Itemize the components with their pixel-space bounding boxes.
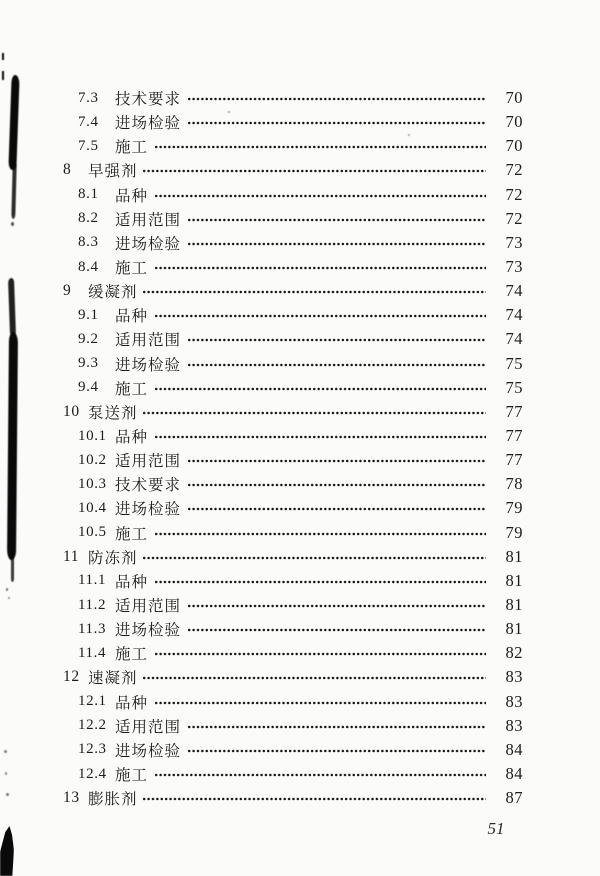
folio-page-number: 51 xyxy=(487,819,505,838)
toc-entry-number: 10 xyxy=(63,402,80,420)
scan-ink-artifact xyxy=(2,53,4,60)
toc-entry-number: 9 xyxy=(63,282,72,300)
toc-entry-page: 74 xyxy=(505,281,523,301)
toc-entry xyxy=(63,786,523,810)
toc-entry-number: 9.1 xyxy=(78,306,99,323)
toc-entry-page: 84 xyxy=(505,764,523,783)
scan-ink-artifact xyxy=(228,111,230,113)
toc-entry-title: 品种 xyxy=(115,308,149,326)
toc-entry-page: 79 xyxy=(505,522,523,542)
toc-entry-number: 10.5 xyxy=(78,524,107,541)
scan-ink-artifact xyxy=(7,332,18,560)
toc-entry xyxy=(63,352,523,376)
toc-entry-page: 72 xyxy=(505,160,523,180)
scan-ink-artifact xyxy=(11,163,16,219)
toc-entry-title: 进场检验 xyxy=(115,115,182,133)
toc-entry-number: 10.2 xyxy=(78,451,107,468)
toc-entry-number: 8.3 xyxy=(78,234,99,251)
dot-leader xyxy=(142,665,486,689)
toc-entry xyxy=(63,738,523,762)
toc-entry-page: 82 xyxy=(505,643,523,663)
toc-entry-number: 7.3 xyxy=(78,89,99,106)
toc-entry-title: 早强剂 xyxy=(88,163,138,181)
dot-leader xyxy=(187,327,486,351)
toc-entry-page: 77 xyxy=(505,426,523,446)
toc-entry-title: 施工 xyxy=(115,260,149,278)
toc-entry-page: 83 xyxy=(505,691,523,711)
toc-entry xyxy=(63,327,523,351)
toc-entry-title: 技术要求 xyxy=(115,91,182,109)
dot-leader xyxy=(187,352,486,376)
scan-ink-artifact xyxy=(5,772,7,775)
dot-leader xyxy=(154,255,486,279)
toc-list xyxy=(63,86,523,810)
dot-leader xyxy=(154,641,486,665)
toc-entry-page: 84 xyxy=(505,739,523,759)
toc-entry-page: 72 xyxy=(505,184,523,204)
toc-entry-number: 12.1 xyxy=(78,693,107,710)
toc-entry-number: 8 xyxy=(63,161,72,179)
toc-entry-title: 施工 xyxy=(115,525,149,543)
toc-entry xyxy=(63,641,523,665)
toc-entry xyxy=(63,255,523,279)
toc-entry-title: 适用范围 xyxy=(115,453,182,471)
scan-ink-artifact xyxy=(8,278,16,336)
dot-leader xyxy=(187,593,486,617)
toc-entry xyxy=(63,472,523,496)
toc-entry-number: 11.2 xyxy=(78,596,107,613)
toc-entry-title: 适用范围 xyxy=(115,332,182,350)
dot-leader xyxy=(142,400,486,424)
toc-entry-page: 81 xyxy=(505,546,523,566)
toc-entry-page: 83 xyxy=(505,715,523,735)
toc-entry xyxy=(63,183,523,207)
toc-entry-title: 膨胀剂 xyxy=(88,791,138,809)
toc-entry-title: 防冻剂 xyxy=(88,549,138,567)
toc-entry-title: 施工 xyxy=(115,380,149,398)
toc-entry-number: 13 xyxy=(63,789,80,807)
toc-entry-number: 12.3 xyxy=(78,741,107,758)
dot-leader xyxy=(154,134,486,158)
scan-ink-artifact xyxy=(2,71,4,80)
toc-entry-title: 进场检验 xyxy=(115,356,182,374)
toc-entry-number: 10.4 xyxy=(78,499,107,516)
toc-entry-number: 8.4 xyxy=(78,258,99,275)
dot-leader xyxy=(187,714,486,738)
toc-entry-title: 技术要求 xyxy=(115,477,182,495)
scan-ink-artifact xyxy=(408,134,410,136)
toc-entry-page: 73 xyxy=(505,257,523,277)
toc-entry-number: 11.4 xyxy=(78,644,107,661)
toc-entry-page: 74 xyxy=(505,305,523,325)
toc-entry-number: 11.1 xyxy=(78,572,107,589)
toc-entry-title: 缓凝剂 xyxy=(88,284,138,302)
toc-entry xyxy=(63,110,523,134)
toc-entry xyxy=(63,762,523,786)
toc-entry-title: 适用范围 xyxy=(115,718,182,736)
toc-entry-title: 施工 xyxy=(115,139,149,157)
dot-leader xyxy=(154,424,486,448)
dot-leader xyxy=(154,569,486,593)
dot-leader xyxy=(154,183,486,207)
toc-entry-page: 75 xyxy=(505,353,523,373)
toc-entry-number: 8.2 xyxy=(78,210,99,227)
scan-ink-artifact xyxy=(4,750,7,753)
toc-entry-title: 进场检验 xyxy=(115,742,182,760)
toc-entry xyxy=(63,279,523,303)
dot-leader xyxy=(142,279,486,303)
toc-entry-page: 77 xyxy=(505,450,523,470)
toc-entry-title: 品种 xyxy=(115,694,149,712)
toc-entry-number: 7.4 xyxy=(78,113,99,130)
dot-leader xyxy=(187,448,486,472)
toc-entry xyxy=(63,521,523,545)
toc-entry-page: 78 xyxy=(505,474,523,494)
toc-entry-title: 施工 xyxy=(115,646,149,664)
dot-leader xyxy=(187,86,486,110)
toc-entry-page: 73 xyxy=(505,232,523,252)
toc-entry xyxy=(63,593,523,617)
toc-entry-title: 进场检验 xyxy=(115,235,182,253)
toc-entry-page: 75 xyxy=(505,377,523,397)
toc-entry xyxy=(63,376,523,400)
toc-entry-title: 适用范围 xyxy=(115,598,182,616)
toc-entry xyxy=(63,158,523,182)
toc-entry-number: 9.2 xyxy=(78,330,99,347)
scan-ink-artifact xyxy=(8,597,10,599)
toc-entry xyxy=(63,448,523,472)
scan-ink-artifact xyxy=(11,222,14,226)
scan-ink-artifact xyxy=(11,556,14,582)
toc-entry xyxy=(63,424,523,448)
dot-leader xyxy=(187,207,486,231)
toc-entry xyxy=(63,617,523,641)
toc-entry-number: 7.5 xyxy=(78,137,99,154)
toc-entry xyxy=(63,207,523,231)
toc-entry xyxy=(63,714,523,738)
toc-entry xyxy=(63,134,523,158)
toc-entry-number: 9.4 xyxy=(78,379,99,396)
toc-entry-page: 70 xyxy=(505,136,523,156)
dot-leader xyxy=(154,521,486,545)
toc-entry-page: 72 xyxy=(505,208,523,228)
dot-leader xyxy=(187,472,486,496)
scan-ink-artifact xyxy=(6,588,8,591)
toc-entry-title: 品种 xyxy=(115,429,149,447)
scan-ink-artifact xyxy=(6,793,9,796)
toc-entry-page: 87 xyxy=(505,788,523,808)
dot-leader xyxy=(142,786,486,810)
toc-entry-title: 进场检验 xyxy=(115,501,182,519)
toc-entry-page: 77 xyxy=(505,401,523,421)
toc-entry xyxy=(63,496,523,520)
toc-entry-number: 11.3 xyxy=(78,620,107,637)
toc-entry-number: 9.3 xyxy=(78,355,99,372)
toc-entry-page: 70 xyxy=(505,112,523,132)
toc-entry xyxy=(63,86,523,110)
toc-entry-number: 10.1 xyxy=(78,427,107,444)
toc-entry-title: 进场检验 xyxy=(115,622,182,640)
toc-entry xyxy=(63,400,523,424)
toc-entry xyxy=(63,665,523,689)
toc-entry xyxy=(63,303,523,327)
dot-leader xyxy=(142,158,486,182)
toc-entry-title: 泵送剂 xyxy=(88,404,138,422)
toc-entry-number: 12.4 xyxy=(78,765,107,782)
toc-entry xyxy=(63,569,523,593)
toc-entry-title: 品种 xyxy=(115,187,149,205)
toc-entry-page: 79 xyxy=(505,498,523,518)
toc-entry xyxy=(63,690,523,714)
scan-ink-artifact xyxy=(8,75,19,170)
toc-entry-page: 74 xyxy=(505,329,523,349)
dot-leader xyxy=(154,690,486,714)
toc-entry-number: 12.2 xyxy=(78,717,107,734)
toc-entry-title: 品种 xyxy=(115,573,149,591)
toc-entry-number: 12 xyxy=(63,668,80,686)
toc-entry-page: 81 xyxy=(505,570,523,590)
toc-entry-page: 83 xyxy=(505,667,523,687)
dot-leader xyxy=(154,303,486,327)
toc-entry-title: 速凝剂 xyxy=(88,670,138,688)
toc-entry-number: 11 xyxy=(63,547,80,565)
toc-entry-page: 81 xyxy=(505,595,523,615)
dot-leader xyxy=(187,738,486,762)
toc-entry-page: 70 xyxy=(505,88,523,108)
toc-entry xyxy=(63,231,523,255)
dot-leader xyxy=(154,762,486,786)
dot-leader xyxy=(142,545,486,569)
toc-entry-page: 81 xyxy=(505,619,523,639)
dot-leader xyxy=(187,110,486,134)
toc-entry xyxy=(63,545,523,569)
toc-entry-number: 8.1 xyxy=(78,186,99,203)
dot-leader xyxy=(187,231,486,255)
dot-leader xyxy=(154,376,486,400)
toc-entry-title: 施工 xyxy=(115,767,149,784)
dot-leader xyxy=(187,496,486,520)
toc-entry-number: 10.3 xyxy=(78,475,107,492)
toc-entry-title: 适用范围 xyxy=(115,211,182,229)
scan-ink-artifact xyxy=(0,826,14,876)
dot-leader xyxy=(187,617,486,641)
